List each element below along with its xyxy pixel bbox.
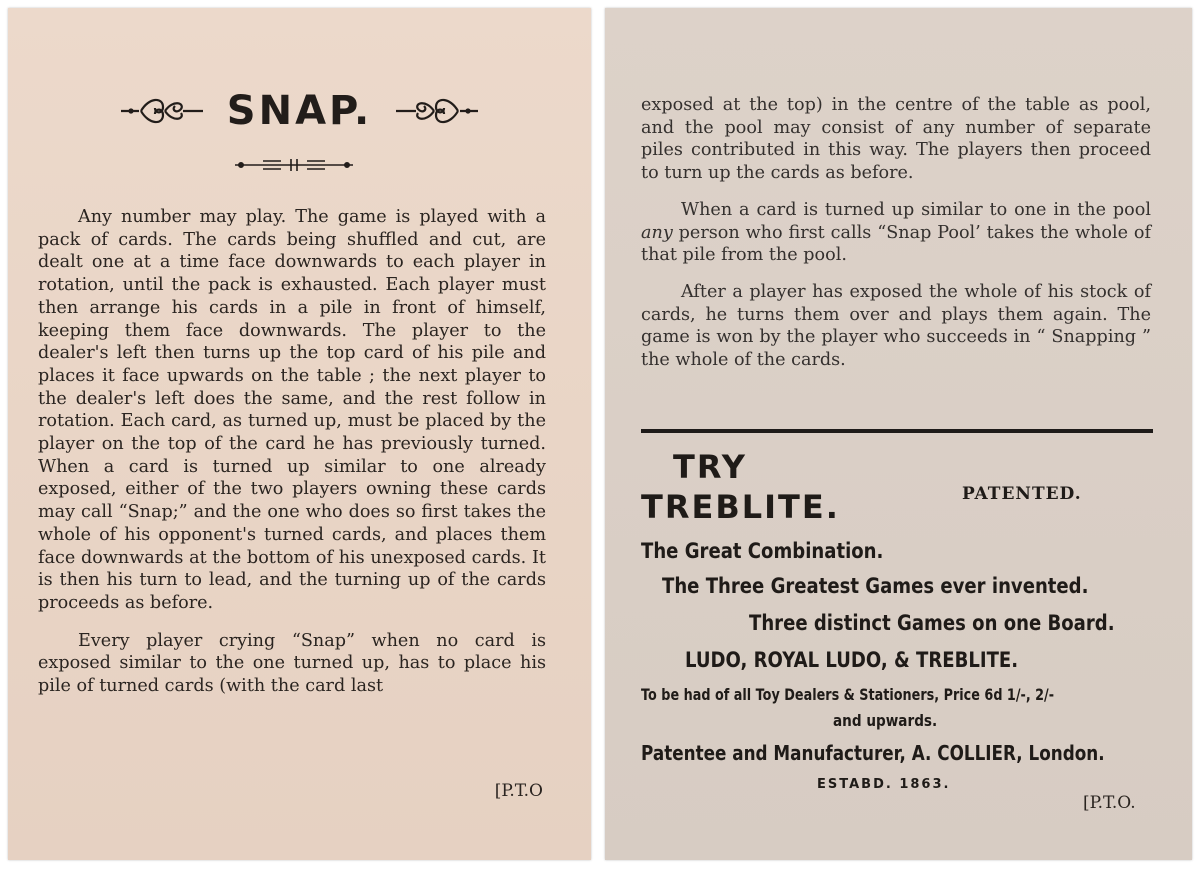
- ad-established: ESTABD. 1863.: [817, 777, 951, 792]
- rules-text: [38, 206, 546, 698]
- pool-text-emphasis: any: [641, 222, 673, 243]
- divider-rule: [641, 429, 1153, 433]
- divider-ornament-icon: [233, 158, 355, 172]
- rules-paragraph-4: [641, 199, 1151, 267]
- ad-treblite-title: TREBLITE.: [641, 488, 840, 526]
- ad-patented: PATENTED.: [962, 484, 1082, 504]
- right-card: [605, 8, 1192, 860]
- pool-text-part-2: person who first calls “Snap Pool’ takes the whole of that pile from the pool.: [641, 222, 1151, 266]
- left-flourish-icon: [119, 94, 205, 128]
- ad-greatest-games: The Three Greatest Games ever invented.: [662, 574, 1089, 598]
- page-title: SNAP.: [226, 88, 373, 134]
- rules-paragraph-2: Every player crying “Snap” when no card is exposed similar to the one turned up, has to place his pile of turned cards (with the card last: [38, 630, 546, 697]
- left-card: [8, 8, 591, 860]
- right-flourish-icon: [394, 94, 480, 128]
- ad-game-list: LUDO, ROYAL LUDO, & TREBLITE.: [685, 648, 1019, 672]
- title-row: [8, 88, 591, 134]
- ad-three-games: Three distinct Games on one Board.: [749, 611, 1115, 635]
- rules-paragraph-1: Any number may play. The game is played with a pack of cards. The cards being shuffled and cut, are dealt one at a time face downwards to each player in rotation, until the pack is exhausted. Each player must then arrange his cards in a pile in front of himself, keeping them face downwards. The player to the dealer's left then turns up the top card of his pile and places it face upwards on the table ; the next player to the dealer's left does the same, and the rest follow in rotation. Each card, as turned up, must be placed by the player on the top of the card he has previously turned. When a card is turned up similar to one already exposed, either of the two players owning these cards may call “Snap;” and the one who does so first takes the whole of his opponent's turned cards, and places them face downwards at the bottom of his unexposed cards. It is then his turn to lead, and the turning up of the cards proceeds as before.: [38, 207, 546, 613]
- rules-paragraph-5: After a player has exposed the whole of his stock of cards, he turns them over and plays them again. The game is won by the player who succeeds in “ Snapping ” the whole of the cards.: [641, 281, 1151, 371]
- ad-dealers: To be had of all Toy Dealers & Stationers, Price 6d 1/-, 2/-: [641, 685, 1055, 704]
- page-turn-note: [P.T.O: [494, 781, 543, 801]
- rules-continued-text: [641, 94, 1151, 372]
- ad-upwards: and upwards.: [833, 711, 938, 730]
- page-turn-note: [P.T.O.: [1083, 793, 1136, 813]
- ad-try: TRY: [673, 448, 747, 486]
- ad-great-combination: The Great Combination.: [641, 539, 884, 563]
- rules-paragraph-3: exposed at the top) in the centre of the table as pool, and the pool may consist of any number of separate piles contributed in this way. The players then proceed to turn up the cards as before.: [641, 95, 1151, 184]
- pool-text-part-1: When a card is turned up similar to one in the pool: [681, 199, 1151, 220]
- ad-manufacturer: Patentee and Manufacturer, A. COLLIER, London.: [641, 741, 1105, 765]
